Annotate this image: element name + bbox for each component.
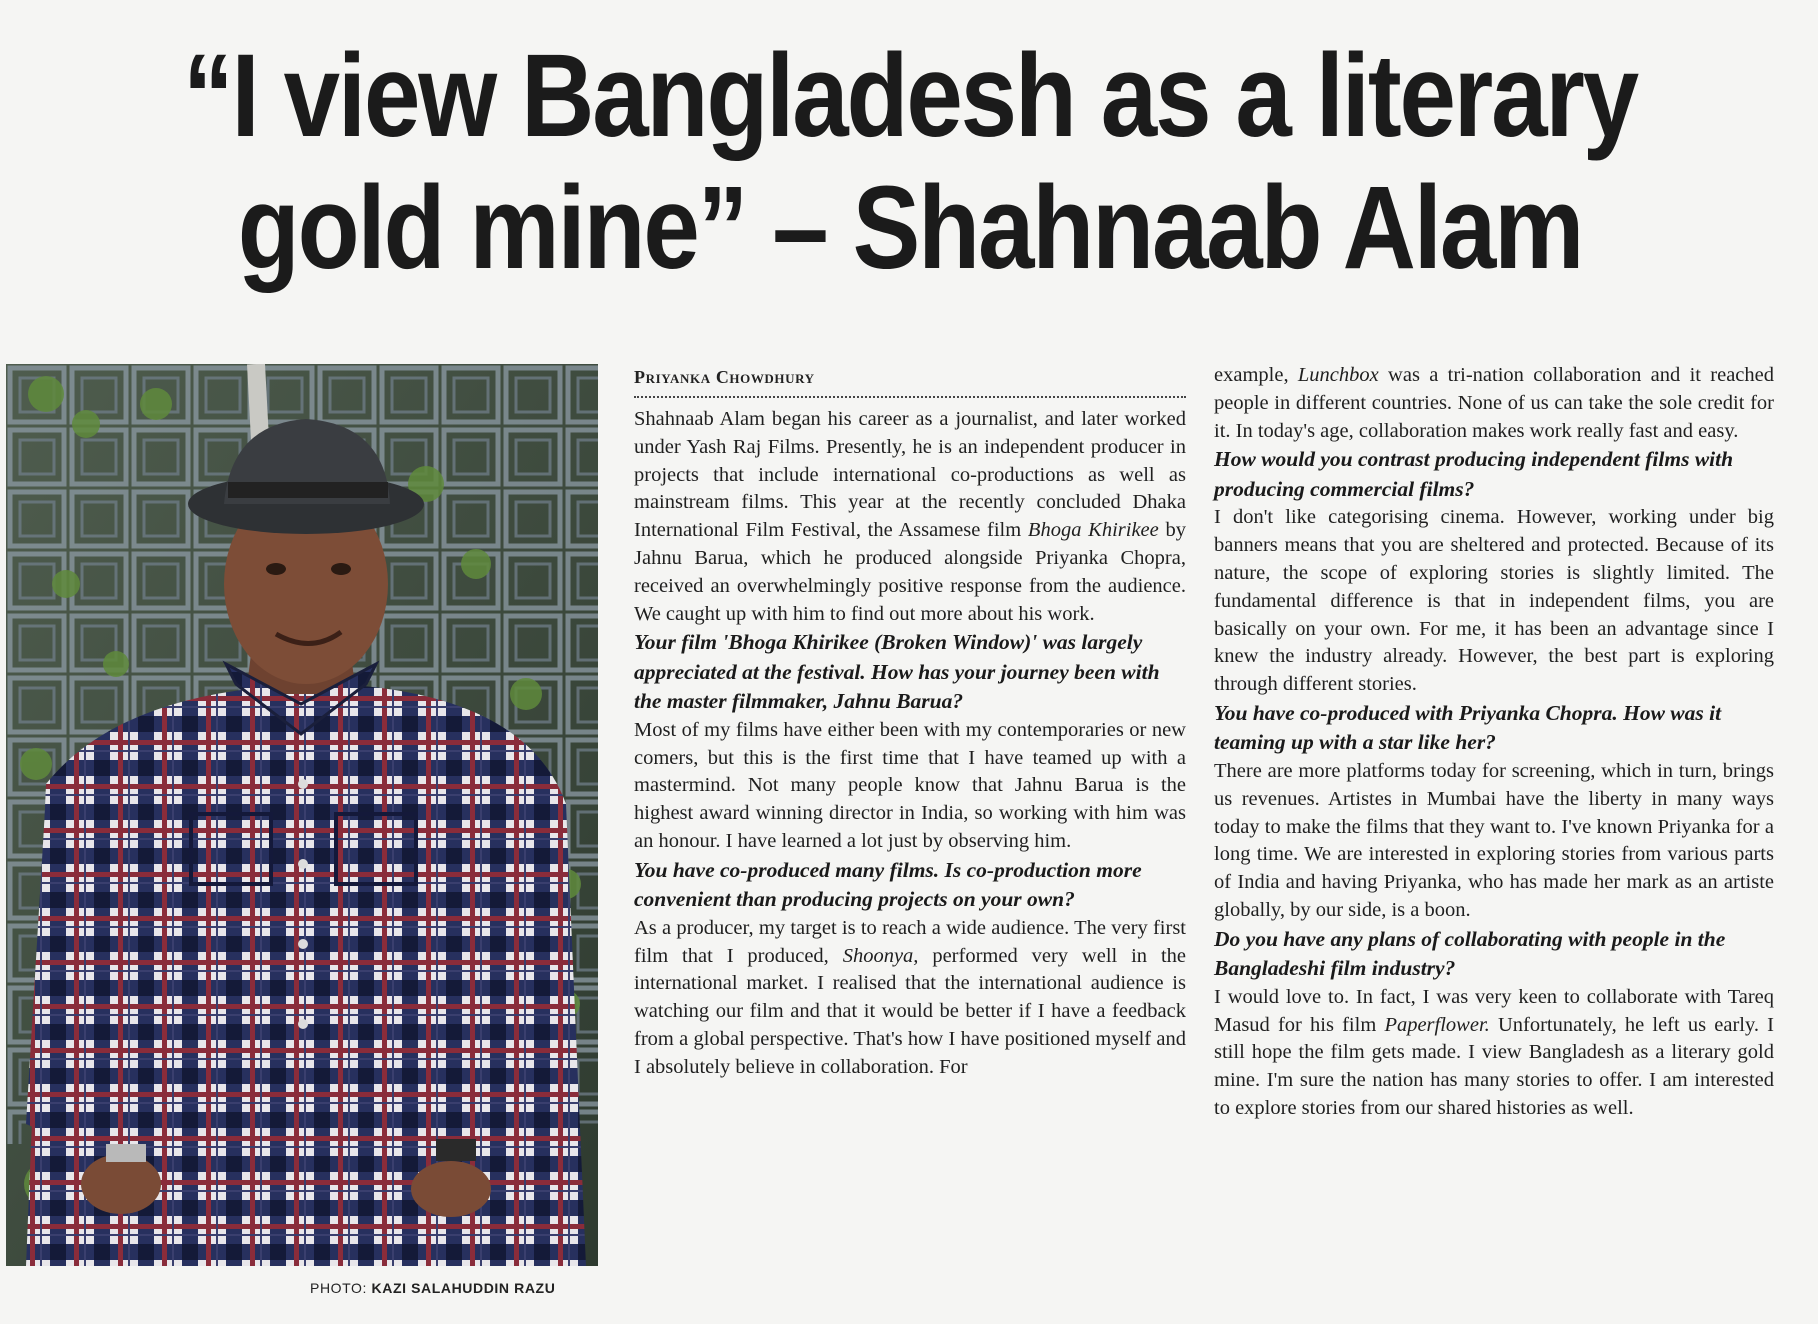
question-5: Do you have any plans of collaborating with people in the Bangladeshi film industry? xyxy=(1214,926,1726,981)
article-column-1 xyxy=(634,366,1186,1082)
answer-5-film-title: Paperflower. xyxy=(1384,1013,1490,1036)
headline xyxy=(179,30,1641,294)
answer-2-cont-text-2: was a tri-nation collaboration and it reached people in different countries. None of us can take the sole credit for it. In today's age, collaboration makes work really fast and easy. xyxy=(1214,364,1774,442)
article-column-2 xyxy=(1214,362,1774,1123)
question-1: Your film 'Bhoga Khirikee (Broken Window)' was largely appreciated at the festival. How has your journey been with the master filmmaker, Jahnu Barua? xyxy=(634,630,1160,714)
answer-5-text-2: Unfortunately, he left us early. I still hope the film gets made. I view Bangladesh as a literary gold mine. I'm sure the nation has many stories to offer. I am interested to explore stories from our shared histories as well. xyxy=(1214,1013,1774,1119)
question-4: You have co-produced with Priyanka Chopra. How was it teaming up with a star like her? xyxy=(1214,700,1722,755)
answer-2 xyxy=(634,915,1186,1082)
intro-text-2: by Jahnu Barua, which he produced alongside Priyanka Chopra, received an overwhelmingly positive response from the audience. We caught up with him to find out more about his work. xyxy=(634,519,1186,625)
portrait-photo xyxy=(6,364,598,1266)
answer-2-cont-text-1: example, xyxy=(1214,364,1298,386)
question-2: You have co-produced many films. Is co-production more convenient than producing projects on your own? xyxy=(634,857,1142,912)
photo-credit-label: PHOTO: xyxy=(310,1280,368,1296)
answer-5 xyxy=(1214,984,1774,1123)
answer-4: There are more platforms today for screening, which in turn, brings us revenues. Artistes in Mumbai have the liberty in many ways today to make the films that they want to. I've known Priyanka for a long time. We are interested in exploring stories from various parts of India and having Priyanka, who has made her mark as an artiste globally, by our side, is a boon. xyxy=(1214,759,1774,921)
answer-2-text-2: performed very well in the international market. I realised that the international audience is watching our film and that it would be better if I have a feedback from a global perspective. That's how I have positioned myself and I absolutely believe in collaboration. For xyxy=(634,944,1186,1078)
answer-2-film-title: Shoonya, xyxy=(842,944,919,967)
headline-line-1: “I view Bangladesh as a literary xyxy=(182,30,1638,162)
answer-2-text-1: As a producer, my target is to reach a wide audience. The very first film that I produced, xyxy=(634,916,1186,967)
photo-credit xyxy=(310,1280,600,1296)
intro-film-title: Bhoga Khirikee xyxy=(1027,519,1159,542)
headline-line-2: gold mine” – Shahnaab Alam xyxy=(237,162,1583,294)
portrait-illustration xyxy=(6,364,598,1266)
answer-2-cont-film-title: Lunchbox xyxy=(1297,364,1379,386)
question-3: How would you contrast producing independent films with producing commercial films? xyxy=(1214,447,1734,501)
photo-credit-name: KAZI SALAHUDDIN RAZU xyxy=(371,1280,556,1296)
byline: Priyanka Chowdhury xyxy=(634,366,1186,398)
answer-1: Most of my films have either been with my contemporaries or new comers, but this is the first time that I have teamed up with a mastermind. Not many people know that Jahnu Barua is the highest award winning director in India, so working with him was an honour. I have learned a lot just by observing him. xyxy=(634,718,1186,853)
intro-text-1: Shahnaab Alam began his career as a journalist, and later worked under Yash Raj Films. Presently, he is an independent producer in projects that include international co-productions as well as mainstream films. This year at the recently concluded Dhaka International Film Festival, the Assamese film xyxy=(634,408,1186,542)
answer-5-text-1: I would love to. In fact, I was very keen to collaborate with Tareq Masud for his film xyxy=(1214,985,1774,1036)
intro-paragraph xyxy=(634,406,1186,628)
answer-2-continued xyxy=(1214,362,1774,445)
answer-3: I don't like categorising cinema. However, working under big banners means that you are sheltered and protected. Because of its nature, the scope of exploring stories is slightly limited. The fundamental difference is that in independent films, you are basically on your own. For me, it has been an advantage since I knew the industry already. However, the best part is exploring through different stories. xyxy=(1214,506,1774,696)
